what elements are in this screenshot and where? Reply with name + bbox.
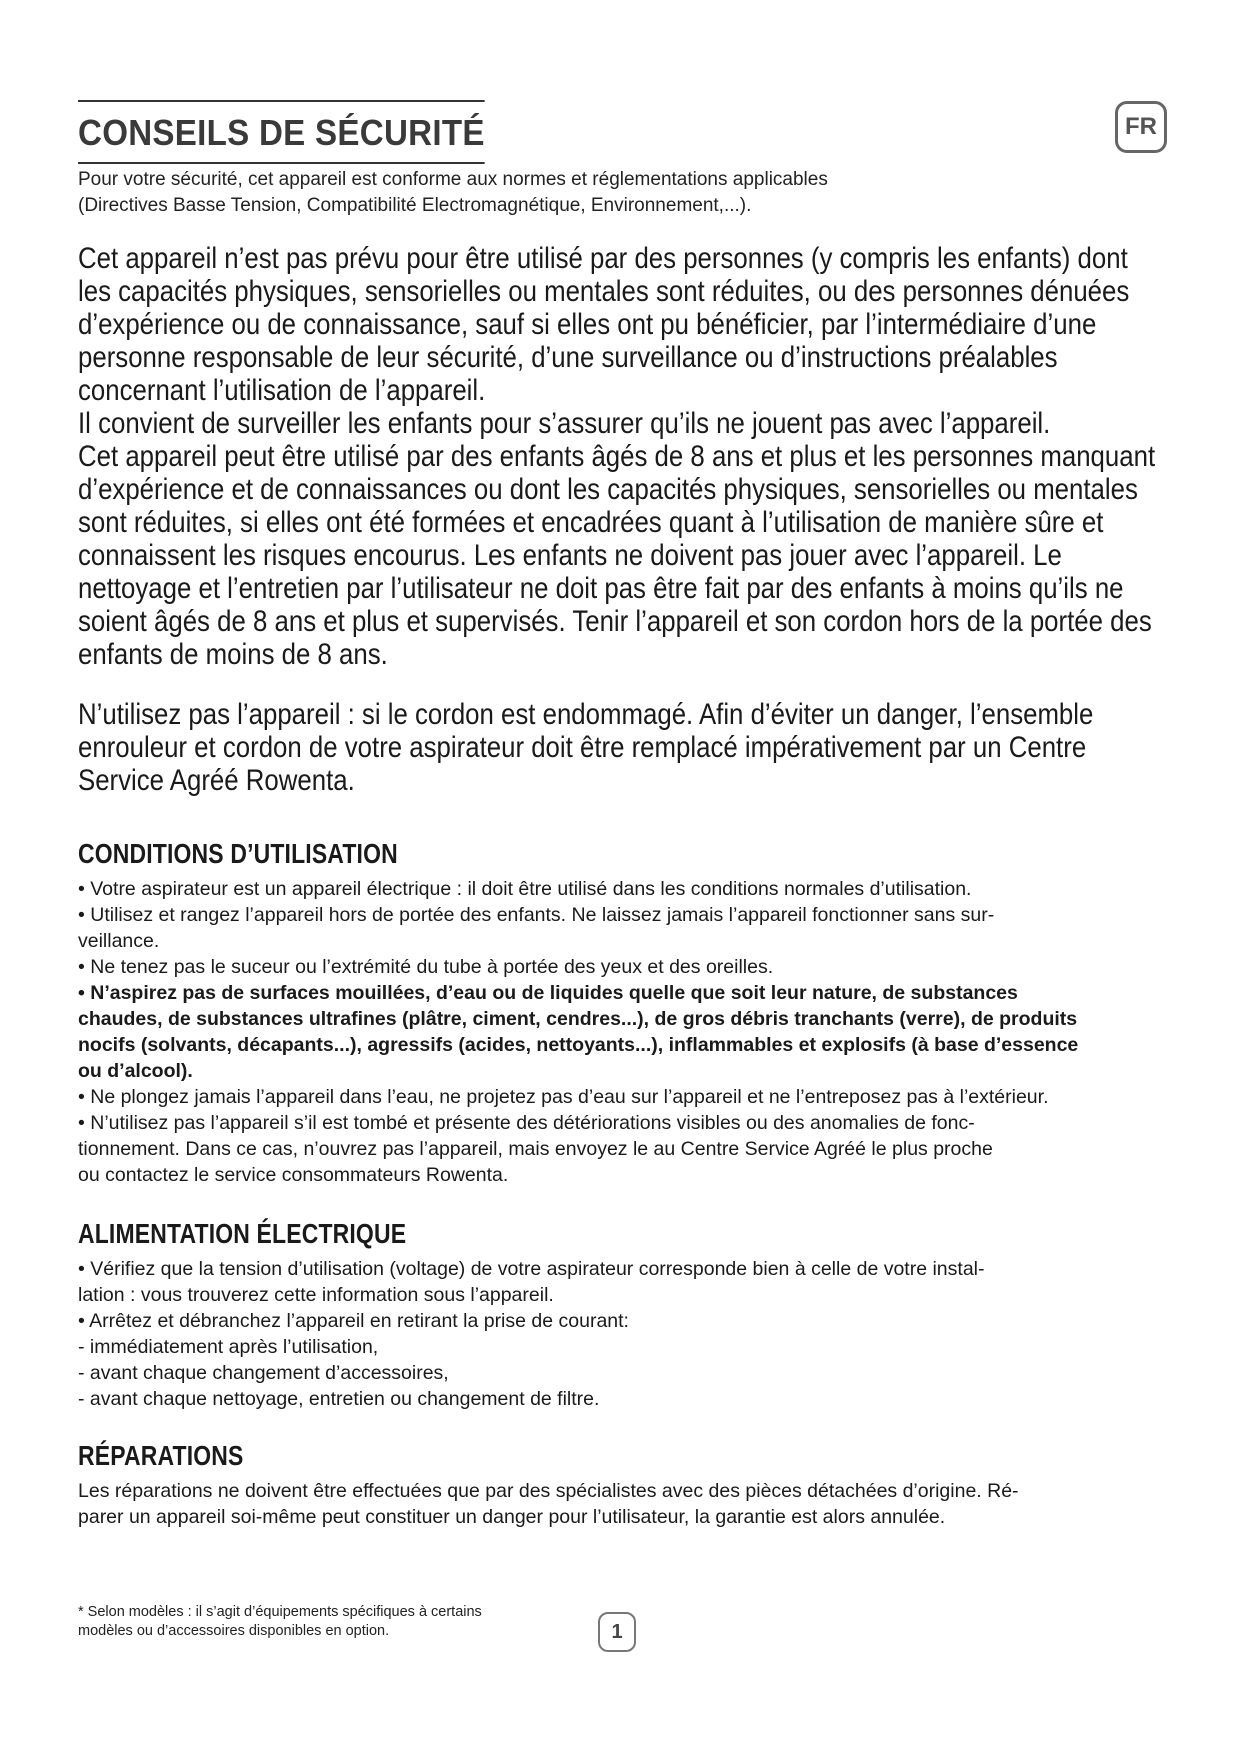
warning-line: personne responsable de leur sécurité, d’une surveillance ou d’instructions préalables [78,341,1058,374]
warning-section [78,242,1216,682]
reparations-body [78,1478,1198,1530]
alimentation-line: • Arrêtez et débranchez l’appareil en retirant la prise de courant: [78,1310,629,1332]
conditions-bold-line: • N’aspirez pas de surfaces mouillées, d’eau ou de liquides quelle que soit leur nature, de substances [78,982,1018,1004]
warning-line: connaissent les risques encourus. Les enfants ne doivent pas jouer avec l’appareil. Le [78,539,1062,572]
warning-line: enfants de moins de 8 ans. [78,638,388,671]
page-number: 1 [598,1612,636,1652]
reparations-line: parer un appareil soi-même peut constituer un danger pour l’utilisateur, la garantie est alors annulée. [78,1506,946,1528]
conditions-heading: CONDITIONS D’UTILISATION [78,838,398,869]
conditions-line: tionnement. Dans ce cas, n’ouvrez pas l’appareil, mais envoyez le au Centre Service Agréé le plus proche [78,1138,993,1160]
conditions-bold-line: chaudes, de substances ultrafines (plâtre, ciment, cendres...), de gros débris tranchants (verre), de produits [78,1008,1078,1030]
footnote-line: * Selon modèles : il s’agit d’équipements spécifiques à certains [78,1604,482,1620]
cord-line: N’utilisez pas l’appareil : si le cordon est endommagé. Afin d’éviter un danger, l’ensemble [78,698,1094,731]
conditions-line: • Utilisez et rangez l’appareil hors de portée des enfants. Ne laissez jamais l’appareil fonctionner sans sur- [78,904,995,926]
conditions-line: • N’utilisez pas l’appareil s’il est tombé et présente des détériorations visibles ou des anomalies de fonc- [78,1112,975,1134]
cord-line: enrouleur et cordon de votre aspirateur doit être remplacé impérativement par un Centre [78,731,1087,764]
warning-line: d’expérience ou de connaissance, sauf si elles ont pu bénéficier, par l’intermédiaire d’une [78,308,1097,341]
cord-warning-paragraph [78,698,1196,797]
alimentation-line: • Vérifiez que la tension d’utilisation (voltage) de votre aspirateur corresponde bien à celle de votre instal- [78,1258,985,1280]
warning-line: d’expérience et de connaissances ou dont les capacités physiques, sensorielles ou mentales [78,473,1138,506]
reparations-heading: RÉPARATIONS [78,1440,244,1471]
footnote [78,1603,482,1641]
warning-line: Cet appareil n’est pas prévu pour être utilisé par des personnes (y compris les enfants) dont [78,242,1128,275]
alimentation-line: lation : vous trouverez cette information sous l’appareil. [78,1284,554,1306]
intro-line: Pour votre sécurité, cet appareil est conforme aux normes et réglementations applicables [78,169,828,190]
warning-line: concernant l’utilisation de l’appareil. [78,374,486,407]
intro-line: (Directives Basse Tension, Compatibilité Electromagnétique, Environnement,...). [78,195,752,216]
footnote-line: modèles ou d’accessoires disponibles en option. [78,1623,390,1639]
intro-paragraph [78,167,1078,219]
warning-paragraph [78,242,1156,671]
alimentation-line: - immédiatement après l’utilisation, [78,1336,379,1358]
alimentation-line: - avant chaque nettoyage, entretien ou changement de filtre. [78,1388,600,1410]
conditions-line: • Ne plongez jamais l’appareil dans l’eau, ne projetez pas d’eau sur l’appareil et ne l’entreposez pas à l’extérieur. [78,1086,1049,1108]
conditions-line: ou contactez le service consommateurs Rowenta. [78,1164,509,1186]
alimentation-body [78,1256,1198,1412]
warning-line: sont réduites, si elles ont été formées et encadrées quant à l’utilisation de manière sûre et [78,506,1104,539]
cord-line: Service Agréé Rowenta. [78,764,355,797]
conditions-bold-line: ou d’alcool). [78,1060,193,1082]
warning-line: soient âgés de 8 ans et plus et supervisés. Tenir l’appareil et son cordon hors de la portée des [78,605,1152,638]
page-title: CONSEILS DE SÉCURITÉ [78,100,485,164]
conditions-bold-line: nocifs (solvants, décapants...), agressifs (acides, nettoyants...), inflammables et explosifs (à base d’essence [78,1034,1079,1056]
alimentation-line: - avant chaque changement d’accessoires, [78,1362,449,1384]
conditions-line: • Votre aspirateur est un appareil électrique : il doit être utilisé dans les conditions normales d’utilisation. [78,878,972,900]
conditions-line: • Ne tenez pas le suceur ou l’extrémité du tube à portée des yeux et des oreilles. [78,956,774,978]
language-badge: FR [1115,101,1167,153]
warning-line: nettoyage et l’entretien par l’utilisateur ne doit pas être fait par des enfants à moins qu’ils ne [78,572,1124,605]
warning-line: Il convient de surveiller les enfants pour s’assurer qu’ils ne jouent pas avec l’appareil. [78,407,1051,440]
conditions-body [78,876,1198,1188]
conditions-line: veillance. [78,930,160,952]
warning-line: les capacités physiques, sensorielles ou mentales sont réduites, ou des personnes dénuées [78,275,1130,308]
alimentation-heading: ALIMENTATION ÉLECTRIQUE [78,1218,407,1249]
reparations-line: Les réparations ne doivent être effectuées que par des spécialistes avec des pièces détachées d’origine. Ré- [78,1480,1019,1502]
warning-line: Cet appareil peut être utilisé par des enfants âgés de 8 ans et plus et les personnes manquant [78,440,1156,473]
